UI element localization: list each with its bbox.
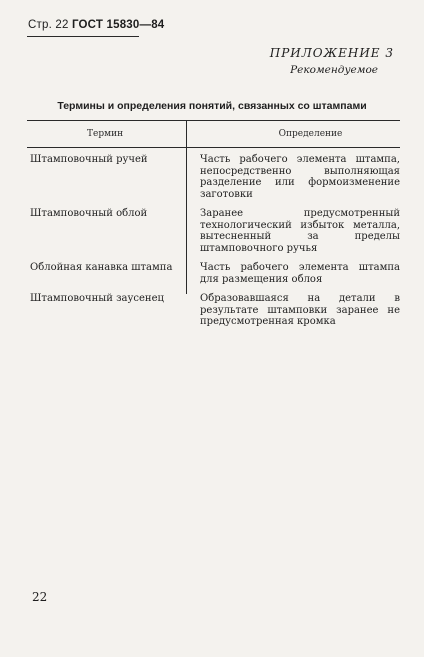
definition-cell: Часть рабочего элемента штампа, непосредственно выполняющая разделение или формоизменение заготовки xyxy=(200,154,400,200)
definition-cell: Заранее предусмотренный технологический избыток металла, вытесненный за пределы штамповочного ручья xyxy=(200,208,400,254)
page-label: Стр. 22 xyxy=(28,19,69,31)
column-divider xyxy=(186,120,187,294)
table-row xyxy=(27,293,400,328)
terms-table xyxy=(27,120,400,336)
table-body xyxy=(27,148,400,328)
term-cell: Штамповочный облой xyxy=(30,208,148,219)
table-row xyxy=(27,154,400,200)
term-cell: Облойная канавка штампа xyxy=(30,262,173,273)
appendix-title: ПРИЛОЖЕНИЕ 3 xyxy=(269,46,394,60)
definition-cell: Часть рабочего элемента штампа для размещения облоя xyxy=(200,262,400,285)
table-row xyxy=(27,262,400,285)
page-header xyxy=(28,19,164,31)
header-rule xyxy=(27,36,139,37)
table-row xyxy=(27,208,400,254)
column-header-term: Термин xyxy=(87,129,124,139)
page-number: 22 xyxy=(32,590,48,604)
column-header-definition: Определение xyxy=(278,129,343,139)
appendix-status: Рекомендуемое xyxy=(290,64,378,76)
definition-cell: Образовавшаяся на детали в результате штамповки заранее не предусмотренная кромка xyxy=(200,293,400,327)
table-header-row xyxy=(27,121,400,147)
standard-number: ГОСТ 15830—84 xyxy=(71,19,165,31)
term-cell: Штамповочный ручей xyxy=(30,154,148,165)
document-title: Термины и определения понятий, связанных со штампами xyxy=(57,100,367,112)
term-cell: Штамповочный заусенец xyxy=(30,293,164,304)
